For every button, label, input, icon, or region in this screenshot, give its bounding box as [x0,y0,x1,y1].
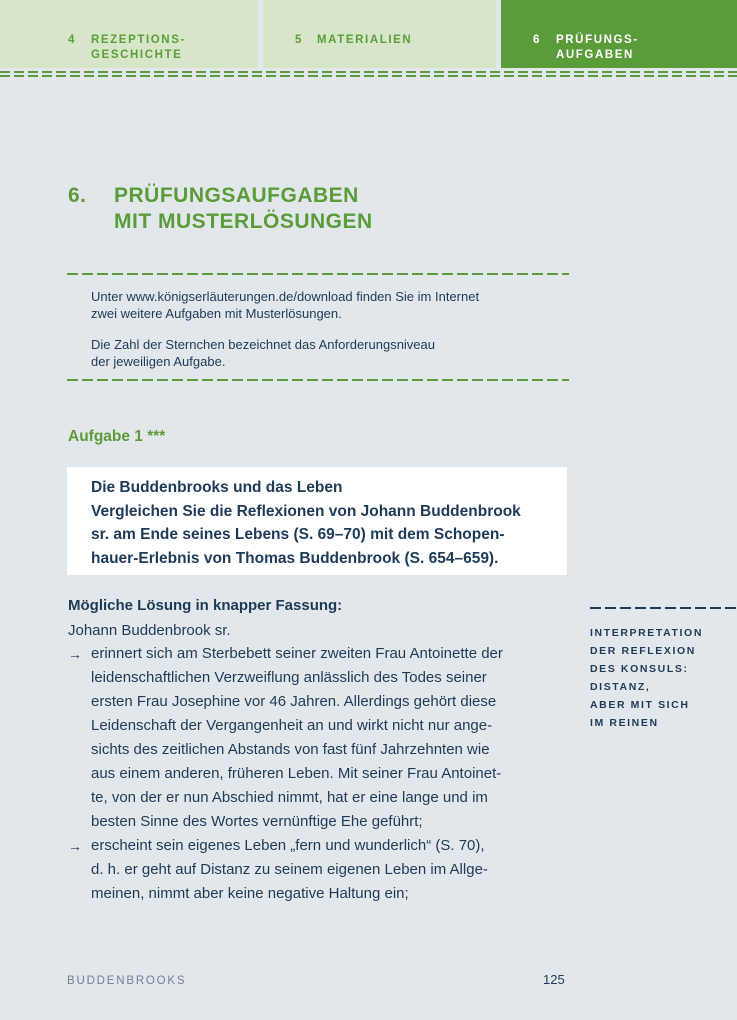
task-line: Vergleichen Sie die Reflexionen von Johann Buddenbrook [91,502,521,520]
solution-bullet-list [68,642,568,906]
bullet-line: aus einem anderen, früheren Leben. Mit seiner Frau Antoinet- [91,765,502,782]
bullet-line: leidenschaftlichen Verzweiflung anlässlich des Todes seiner [91,669,487,686]
bullet-line: ersten Frau Josephine vor 46 Jahren. Allerdings gehört diese [91,693,497,710]
info-line: Die Zahl der Sternchen bezeichnet das Anforderungsniveau [91,337,435,352]
margin-note-line: INTERPRETATION [590,627,704,639]
bullet-line: d. h. er geht auf Distanz zu seinem eigenen Leben im Allge- [91,861,488,878]
tab-materialien[interactable] [263,0,496,68]
tab-label-line: GESCHICHTE [91,49,183,61]
chapter-number: 6. [68,184,87,207]
tab-label-line: REZEPTIONS- [91,34,186,46]
bullet-line: Leidenschaft der Vergangenheit an und wirkt nicht nur ange- [91,717,493,734]
chapter-title [114,183,514,235]
info-line: Unter www.königserläuterungen.de/download finden Sie im Internet [91,289,480,304]
bullet-line: erinnert sich am Sterbebett seiner zweiten Frau Antoinette der [91,645,503,662]
arrow-right-icon: → [68,838,82,854]
chapter-navigation [0,0,737,78]
bullet-line: sichts des zeitlichen Abstands von fast fünf Jahrzehnten wie [91,741,490,758]
task-box [67,467,567,575]
solution-heading: Mögliche Lösung in knapper Fassung: [68,597,343,614]
tab-label-line: AUFGABEN [556,49,634,61]
margin-note-line: DES KONSULS: [590,663,689,675]
bullet-line: besten Sinne des Wortes vernünftige Ehe geführt; [91,813,423,830]
info-top-divider [67,273,569,275]
task-line: hauer-Erlebnis von Thomas Buddenbrook (S. 654–659). [91,549,499,567]
bullet-line: erscheint sein eigenes Leben „fern und wunderlich“ (S. 70), [91,837,485,854]
tab-number: 4 [68,34,76,46]
task-line: Die Buddenbrooks und das Leben [91,479,343,496]
margin-note-line: DISTANZ, [590,681,651,693]
tab-label: MATERIALIEN [317,34,413,46]
download-note [91,288,551,322]
margin-note [590,624,730,732]
margin-note-divider [590,607,737,609]
info-line: zwei weitere Aufgaben mit Musterlösungen. [91,306,342,321]
task-heading: Aufgabe 1 *** [68,428,166,445]
tab-number: 5 [295,34,303,46]
bullet-line: meinen, nimmt aber keine negative Haltung ein; [91,885,409,902]
solution-subject: Johann Buddenbrook sr. [68,622,231,639]
list-item [68,834,568,906]
task-line: sr. am Ende seines Lebens (S. 69–70) mit dem Schopen- [91,526,505,544]
chapter-title-line: MIT MUSTERLÖSUNGEN [114,210,373,233]
tab-label-line: PRÜFUNGS- [556,34,639,46]
nav-divider-top [0,71,737,73]
margin-note-line: ABER MIT SICH [590,699,690,711]
nav-divider-bottom [0,75,737,77]
margin-note-line: DER REFLEXION [590,645,696,657]
chapter-title-line: PRÜFUNGSAUFGABEN [114,184,359,207]
margin-note-line: IM REINEN [590,717,659,729]
tab-label [91,33,186,63]
tab-pruefungsaufgaben[interactable] [501,0,737,68]
page-number: 125 [543,972,565,987]
tab-rezeptionsgeschichte[interactable] [0,0,258,68]
list-item [68,642,568,834]
info-bottom-divider [67,379,569,381]
info-line: der jeweiligen Aufgabe. [91,354,226,369]
tab-label [556,33,639,63]
footer-book-title: BUDDENBROOKS [67,975,187,987]
tab-number: 6 [533,34,541,46]
arrow-right-icon: → [68,646,82,662]
bullet-line: te, von der er nun Abschied nimmt, hat er eine lange und im [91,789,488,806]
difficulty-note [91,336,551,370]
